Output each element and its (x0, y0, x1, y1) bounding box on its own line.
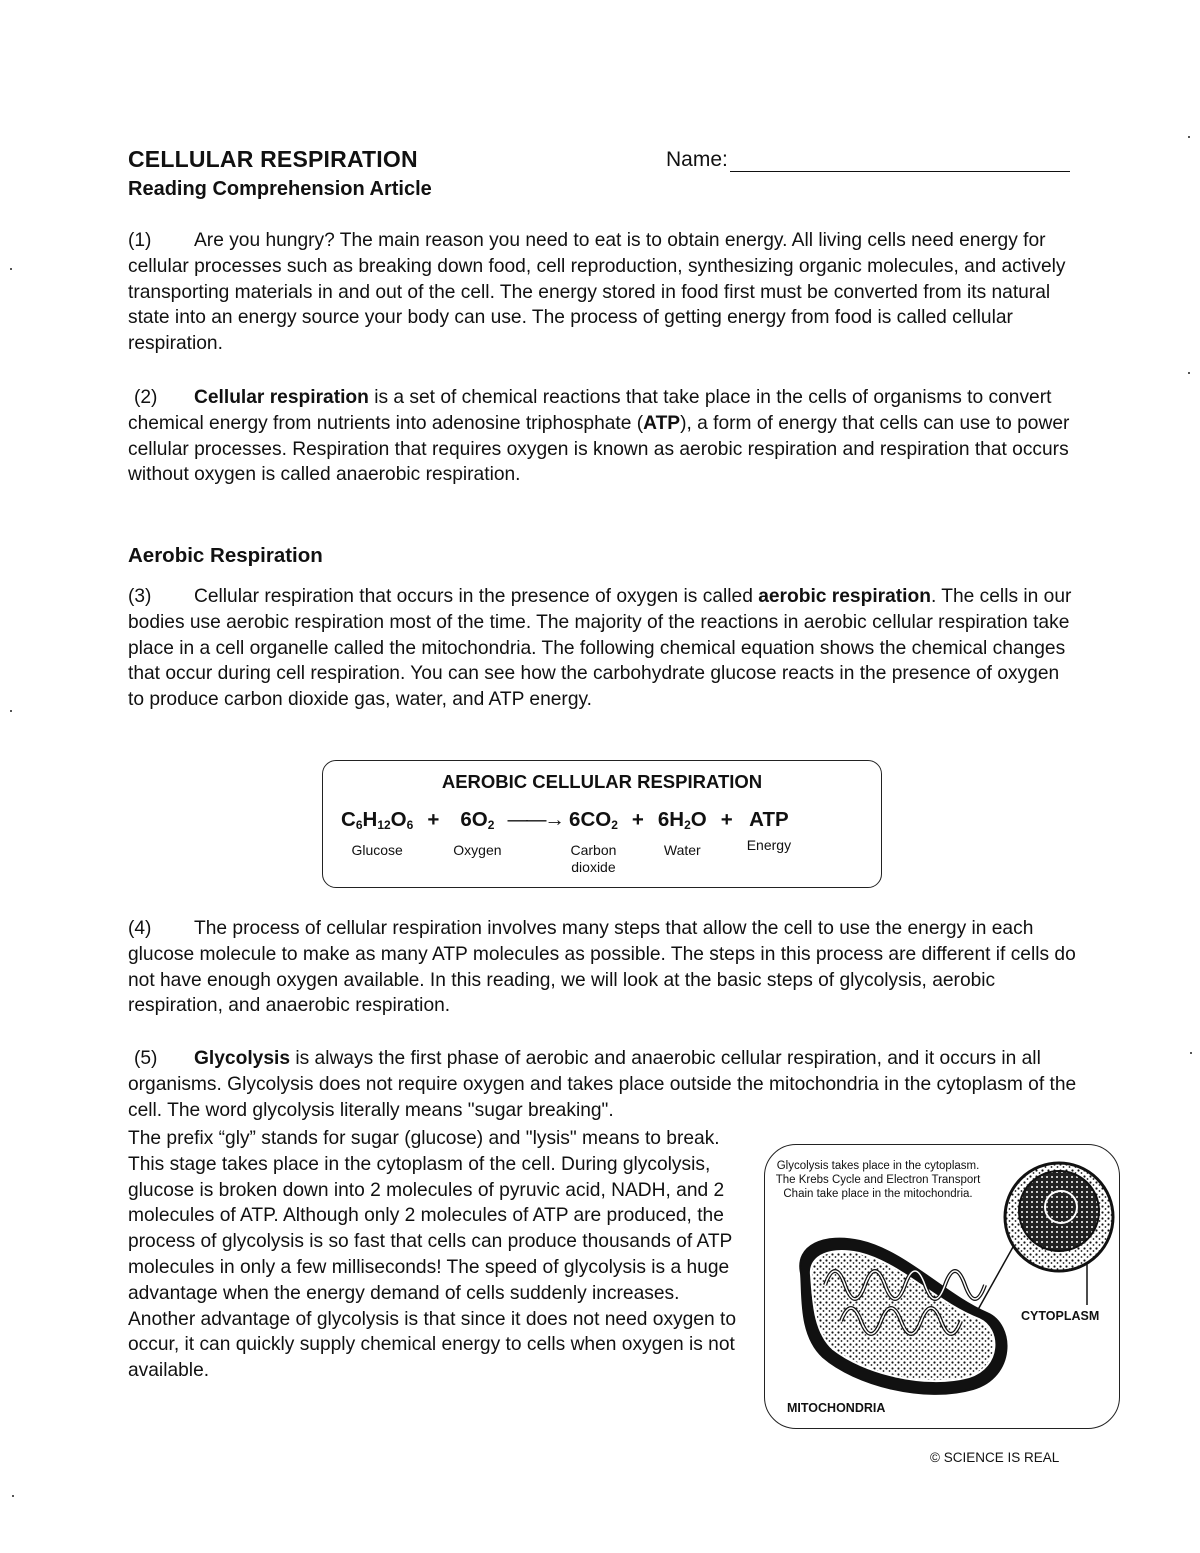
paragraph-number: (5) (134, 1048, 158, 1069)
paragraph-text: is a set of chemical reactions that take place in the cells of organisms to convert chemical energy from nutrients into adenosine triphosphate ( (128, 387, 1052, 434)
paragraph-number: (3) (128, 586, 152, 607)
paragraph-5-continued: The prefix “gly” stands for sugar (glucose) and "lysis" means to break. This stage takes place in the cytoplasm of the cell. During glycolysis, glucose is broken down into 2 molecules of pyruvic acid, NADH, and 2 molecules of ATP. Although only 2 molecules of ATP are produced, the process of glycolysis is so fast that cells can produce thousands of ATP molecules in only a few milliseconds! The speed of glycolysis is a huge advantage when the energy demand of cells suddenly increases. Another advantage of glycolysis is that since it does not need oxygen to occur, it can quickly supply chemical energy to cells when oxygen is not available. (128, 1128, 736, 1382)
bold-term: ATP (643, 412, 681, 434)
paragraph-number: (1) (128, 230, 152, 251)
bold-term: aerobic respiration (758, 586, 931, 607)
bold-term: Cellular respiration (194, 387, 369, 408)
term-label: Glucose (351, 842, 403, 858)
term-label: Carbon dioxide (570, 842, 617, 875)
formula: ATP (749, 808, 789, 831)
term-label: Water (663, 842, 701, 858)
scan-speck (10, 268, 12, 270)
paragraph-number: (4) (128, 918, 152, 939)
term-label: Energy (746, 837, 792, 853)
paragraph-5 (128, 1046, 1078, 1123)
plus-sign: + (720, 808, 733, 831)
name-label: Name: (666, 148, 728, 171)
formula: $6H_2O$ (657, 808, 707, 832)
equation-title: AEROBIC CELLULAR RESPIRATION (441, 771, 763, 792)
chemical-equation (341, 807, 863, 876)
paragraph-text: . The cells in our bodies use aerobic respiration most of the time. The majority of the reactions in aerobic cellular respiration take place in a cell organelle called the mitochondria. The following chemical equation shows the chemical changes that occur during cell respiration. You can see how the carbohydrate glucose reacts in the presence of oxygen to produce carbon dioxide gas, water, and ATP energy. (128, 586, 1072, 711)
name-field (666, 148, 1070, 172)
paragraph-text: Are you hungry? The main reason you need to eat is to obtain energy. All living cells need energy for cellular processes such as breaking down food, cell reproduction, synthesizing organic molecules, and actively transporting materials in and out of the cell. The energy stored in food first must be converted from its natural state into an energy source your body can use. The process of getting energy from food is called cellular respiration. (128, 230, 1066, 355)
paragraph-4 (128, 916, 1078, 1019)
paragraph-text: ), a form of energy that cells can use to power cellular processes. Respiration that requires oxygen is known as aerobic respiration and respiration that occurs without oxygen is called anaerobic respiration. (128, 412, 1070, 486)
equation-box (322, 760, 882, 888)
cytoplasm-label: CYTOPLASM (1021, 1309, 1100, 1323)
page-subtitle: Reading Comprehension Article (128, 178, 432, 200)
plus-sign: + (427, 808, 440, 831)
scan-speck (1188, 136, 1190, 138)
bold-term: Glycolysis (194, 1048, 290, 1069)
scan-speck (1188, 372, 1190, 374)
paragraph-2 (128, 385, 1078, 488)
formula: $6CO_2$ (569, 808, 618, 832)
paragraph-text: The process of cellular respiration involves many steps that allow the cell to use the energy in each glucose molecule to make as many ATP molecules as possible. The steps in this process are different if cells do not have enough oxygen available. In this reading, we will look at the basic steps of glycolysis, aerobic respiration, and anaerobic respiration. (128, 918, 1076, 1017)
term-label: Oxygen (453, 842, 502, 858)
equation-term-oxygen (453, 807, 501, 859)
figure-caption: Glycolysis takes place in the cytoplasm. The Krebs Cycle and Electron Transport Chain take place in the mitochondria. (775, 1160, 981, 1200)
mitochondria-figure (764, 1144, 1120, 1429)
paragraph-number: (2) (134, 387, 158, 408)
equation-term-atp (747, 807, 791, 854)
equation-term-co2 (569, 807, 618, 876)
equation-term-glucose (341, 807, 413, 859)
reaction-arrow-icon: ——→ (507, 808, 564, 831)
copyright-notice: © SCIENCE IS REAL (930, 1450, 1060, 1465)
paragraph-text: Cellular respiration that occurs in the presence of oxygen is called (194, 586, 759, 607)
scan-speck (12, 1495, 14, 1497)
mitochondria-label: MITOCHONDRIA (787, 1401, 886, 1415)
scan-speck (1190, 1052, 1192, 1054)
page-title: CELLULAR RESPIRATION (128, 146, 418, 172)
formula: $C_6H_{12}O_6$ (341, 808, 414, 832)
scan-speck (10, 710, 12, 712)
section-heading: Aerobic Respiration (128, 544, 323, 567)
paragraph-1 (128, 228, 1078, 357)
paragraph-text: is always the first phase of aerobic and anaerobic cellular respiration, and it occurs in all organisms. Glycolysis does not require oxygen and takes place outside the mitochondria in the cytoplasm of the cell. The word glycolysis literally means "sugar breaking". (128, 1048, 1077, 1121)
plus-sign: + (631, 808, 644, 831)
formula: $6O_2$ (460, 808, 495, 832)
equation-term-water (658, 807, 707, 859)
name-blank-line[interactable] (730, 149, 1070, 172)
paragraph-3 (128, 584, 1078, 713)
